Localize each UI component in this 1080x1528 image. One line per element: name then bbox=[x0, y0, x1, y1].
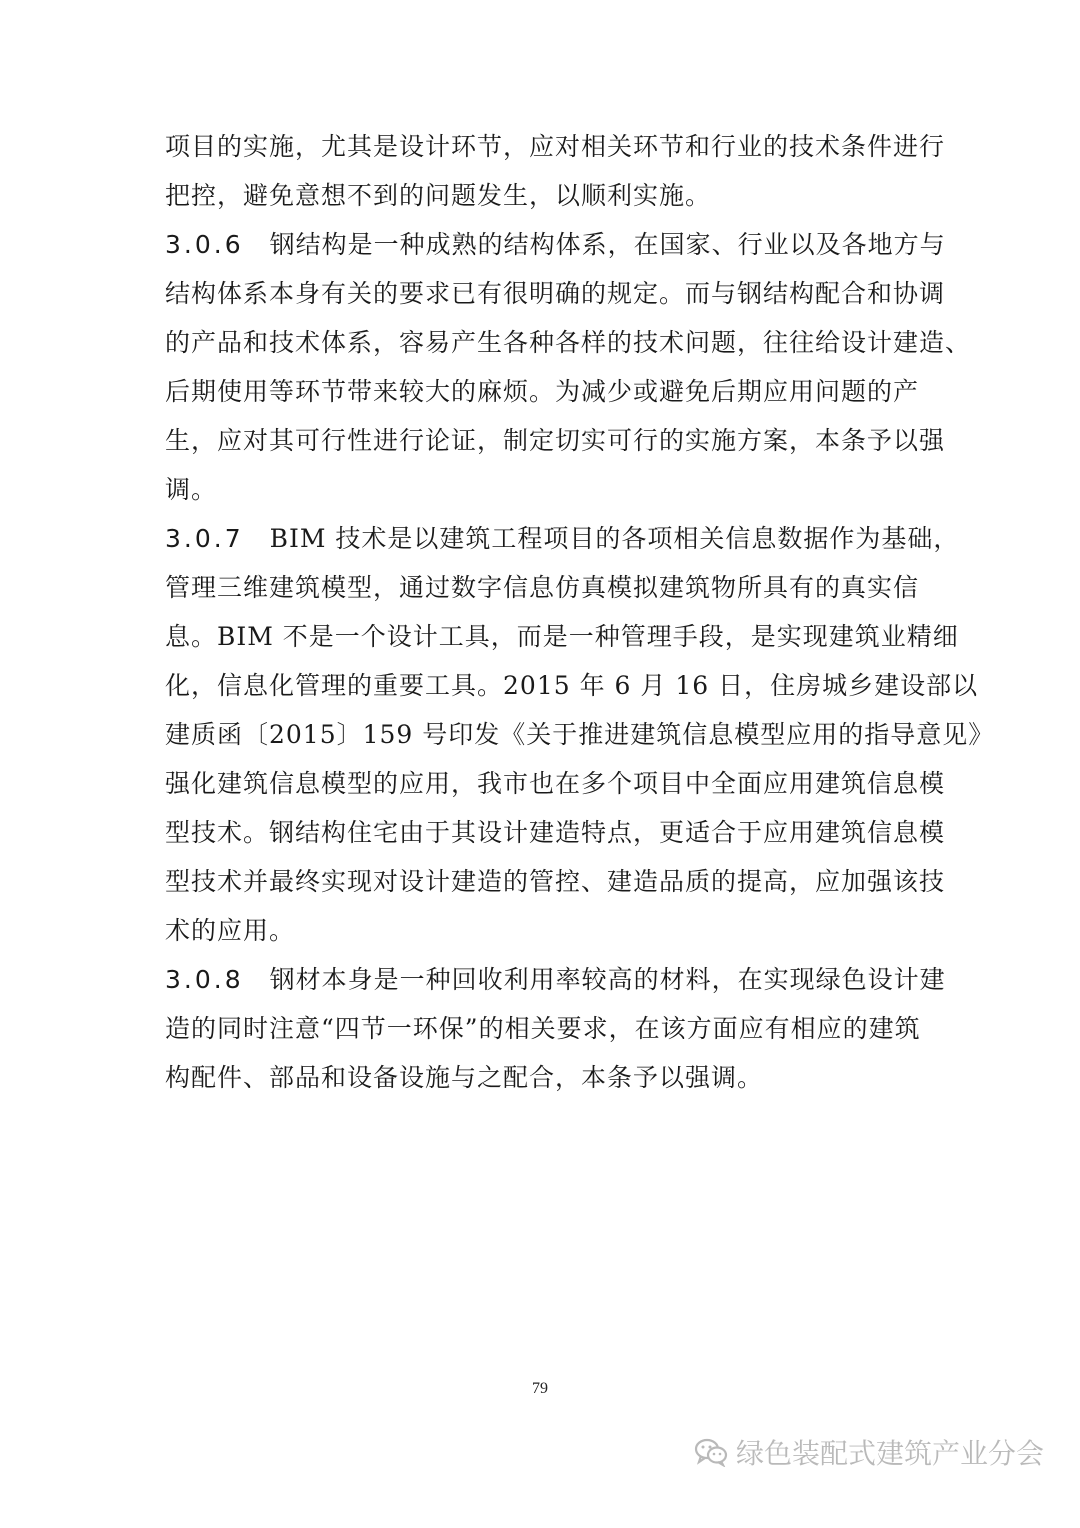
line-text: 钢结构是一种成熟的结构体系，在国家、行业以及各地方与 bbox=[269, 230, 946, 259]
text-line bbox=[165, 563, 920, 612]
text-line bbox=[165, 661, 979, 710]
line-text: 造的同时注意“四节一环保”的相关要求，在该方面应有相应的建筑 bbox=[165, 1014, 921, 1043]
text-line bbox=[165, 808, 946, 857]
line-text: 项目的实施，尤其是设计环节，应对相关环节和行业的技术条件进行 bbox=[165, 132, 946, 161]
line-text: BIM 技术是以建筑工程项目的各项相关信息数据作为基础， bbox=[269, 524, 960, 553]
clause-line bbox=[165, 220, 946, 269]
text-line bbox=[165, 367, 920, 416]
page-number: 79 bbox=[532, 1380, 548, 1397]
text-line bbox=[165, 122, 946, 171]
clause-line bbox=[165, 514, 960, 563]
line-text: 型技术并最终实现对设计建造的管控、建造品质的提高，应加强该技 bbox=[165, 867, 946, 896]
line-text: 钢材本身是一种回收利用率较高的材料，在实现绿色设计建 bbox=[269, 965, 946, 994]
text-line bbox=[165, 465, 917, 514]
text-line bbox=[165, 857, 946, 906]
line-text: 构配件、部品和设备设施与之配合，本条予以强调。 bbox=[165, 1063, 764, 1092]
wechat-icon bbox=[694, 1437, 728, 1467]
text-line bbox=[165, 1053, 917, 1102]
line-text: 结构体系本身有关的要求已有很明确的规定。而与钢结构配合和协调 bbox=[165, 279, 946, 308]
text-line bbox=[165, 171, 917, 220]
text-line bbox=[165, 710, 995, 759]
clause-number: 3.0.7 bbox=[165, 524, 244, 553]
watermark-text: 绿色装配式建筑产业分会 bbox=[735, 1437, 1044, 1470]
line-text: 型技术。钢结构住宅由于其设计建造特点，更适合于应用建筑信息模 bbox=[165, 818, 946, 847]
text-line bbox=[165, 759, 946, 808]
clause-number: 3.0.8 bbox=[165, 965, 244, 994]
line-text: 后期使用等环节带来较大的麻烦。为减少或避免后期应用问题的产 bbox=[165, 377, 920, 406]
line-text: 的产品和技术体系，容易产生各种各样的技术问题，往往给设计建造、 bbox=[165, 328, 972, 357]
line-text: 管理三维建筑模型，通过数字信息仿真模拟建筑物所具有的真实信 bbox=[165, 573, 920, 602]
line-text: 生，应对其可行性进行论证，制定切实可行的实施方案，本条予以强 bbox=[165, 426, 946, 455]
document-body bbox=[165, 122, 995, 1102]
line-text: 把控，避免意想不到的问题发生，以顺利实施。 bbox=[165, 181, 712, 210]
line-text: 调。 bbox=[165, 475, 218, 504]
line-text: 术的应用。 bbox=[165, 916, 296, 945]
clause-number: 3.0.6 bbox=[165, 230, 244, 259]
clause-line bbox=[165, 955, 946, 1004]
text-line bbox=[165, 318, 972, 367]
line-text: 化，信息化管理的重要工具。2015 年 6 月 16 日，住房城乡建设部以 bbox=[165, 671, 979, 700]
text-line bbox=[165, 906, 917, 955]
line-text: 强化建筑信息模型的应用，我市也在多个项目中全面应用建筑信息模 bbox=[165, 769, 946, 798]
text-line bbox=[165, 269, 946, 318]
text-line bbox=[165, 612, 959, 661]
line-text: 建质函〔2015〕159 号印发《关于推进建筑信息模型应用的指导意见》 bbox=[165, 720, 995, 749]
line-text: 息。BIM 不是一个设计工具，而是一种管理手段，是实现建筑业精细 bbox=[165, 622, 959, 651]
watermark bbox=[694, 1432, 1044, 1472]
text-line bbox=[165, 1004, 921, 1053]
text-line bbox=[165, 416, 946, 465]
